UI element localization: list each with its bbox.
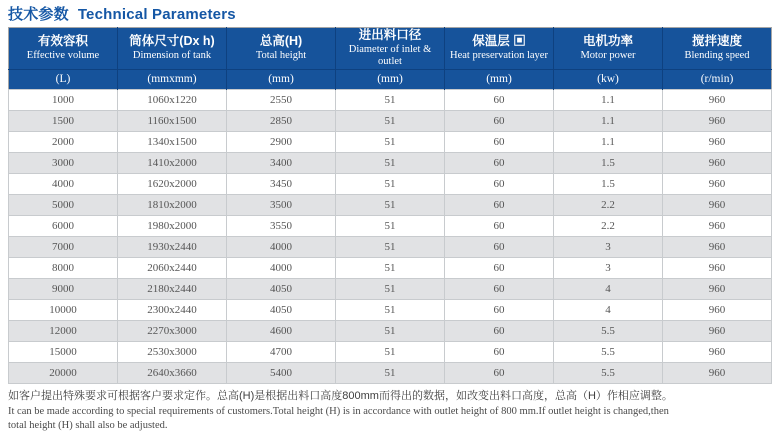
table-row	[9, 131, 772, 152]
column-header	[663, 28, 772, 70]
table-cell: 60	[445, 131, 554, 152]
table-row	[9, 194, 772, 215]
table-cell: 2.2	[554, 215, 663, 236]
column-header-en: Motor power	[580, 49, 636, 61]
table-cell: 1.1	[554, 89, 663, 110]
table-cell: 3550	[227, 215, 336, 236]
footnote-en-line2: total height (H) shall also be adjusted.	[8, 419, 168, 431]
column-header-en: Dimension of tank	[132, 49, 212, 61]
table-cell: 4600	[227, 320, 336, 341]
table-cell: 1340x1500	[118, 131, 227, 152]
table-cell: 2.2	[554, 194, 663, 215]
table-cell: 5.5	[554, 362, 663, 383]
column-header-zh: 搅拌速度	[691, 34, 742, 49]
column-unit: (mm)	[445, 69, 554, 89]
table-cell: 12000	[9, 320, 118, 341]
table-cell: 1160x1500	[118, 110, 227, 131]
table-cell: 51	[336, 131, 445, 152]
table-cell: 3000	[9, 152, 118, 173]
table-cell: 4	[554, 278, 663, 299]
column-header-en: Total height	[255, 49, 307, 61]
table-cell: 60	[445, 152, 554, 173]
table-cell: 4050	[227, 278, 336, 299]
table-cell: 960	[663, 341, 772, 362]
table-cell: 51	[336, 173, 445, 194]
table-cell: 3400	[227, 152, 336, 173]
table-body	[9, 89, 772, 383]
table-cell: 1.1	[554, 131, 663, 152]
header-unit-row	[9, 69, 772, 89]
column-header	[554, 28, 663, 70]
table-cell: 960	[663, 110, 772, 131]
table-cell: 2300x2440	[118, 299, 227, 320]
table-cell: 9000	[9, 278, 118, 299]
table-cell: 51	[336, 257, 445, 278]
table-cell: 6000	[9, 215, 118, 236]
column-header-en: Diameter of inlet & outlet	[348, 43, 432, 68]
table-header	[9, 28, 772, 90]
table-cell: 2180x2440	[118, 278, 227, 299]
column-header-en: Blending speed	[684, 49, 750, 61]
table-cell: 51	[336, 278, 445, 299]
table-row	[9, 341, 772, 362]
page-title	[0, 0, 780, 27]
table-cell: 4000	[227, 257, 336, 278]
table-cell: 1810x2000	[118, 194, 227, 215]
column-header	[445, 28, 554, 70]
table-cell: 60	[445, 215, 554, 236]
table-cell: 60	[445, 362, 554, 383]
table-cell: 10000	[9, 299, 118, 320]
technical-parameters-table	[8, 27, 772, 384]
table-cell: 4000	[227, 236, 336, 257]
table-cell: 60	[445, 341, 554, 362]
table-row	[9, 173, 772, 194]
table-cell: 3	[554, 236, 663, 257]
table-cell: 2850	[227, 110, 336, 131]
table-row	[9, 320, 772, 341]
table-cell: 1410x2000	[118, 152, 227, 173]
table-cell: 60	[445, 236, 554, 257]
table-cell: 60	[445, 257, 554, 278]
table-cell: 5000	[9, 194, 118, 215]
table-cell: 3450	[227, 173, 336, 194]
table-cell: 2550	[227, 89, 336, 110]
column-header-zh: 总高(H)	[259, 34, 303, 49]
table-cell: 51	[336, 320, 445, 341]
table-cell: 1980x2000	[118, 215, 227, 236]
column-unit: (kw)	[554, 69, 663, 89]
table-cell: 51	[336, 110, 445, 131]
table-cell: 51	[336, 299, 445, 320]
table-cell: 60	[445, 173, 554, 194]
footnotes	[8, 389, 772, 431]
table-cell: 4050	[227, 299, 336, 320]
table-cell: 960	[663, 236, 772, 257]
table-cell: 51	[336, 236, 445, 257]
table-cell: 51	[336, 341, 445, 362]
column-header	[227, 28, 336, 70]
footnote-zh: 如客户提出特殊要求可根据客户要求定作。总高(H)是根据出料口高度800mm而得出的数据，如改变出料口高度，总高（H）作相应调整。	[8, 389, 673, 402]
table-cell: 4700	[227, 341, 336, 362]
footnote-en-line1: It can be made according to special requirements of customers.Total height (H) is in accordance with outlet height of 800 mm.If outlet height is changed,then	[8, 405, 669, 417]
table-cell: 1930x2440	[118, 236, 227, 257]
column-header	[336, 28, 445, 70]
table-row	[9, 278, 772, 299]
table-cell: 960	[663, 131, 772, 152]
table-cell: 2270x3000	[118, 320, 227, 341]
table-cell: 7000	[9, 236, 118, 257]
table-cell: 60	[445, 89, 554, 110]
table-cell: 1060x1220	[118, 89, 227, 110]
table-cell: 1620x2000	[118, 173, 227, 194]
table-cell: 1.1	[554, 110, 663, 131]
table-cell: 15000	[9, 341, 118, 362]
table-cell: 20000	[9, 362, 118, 383]
table-cell: 1000	[9, 89, 118, 110]
table-cell: 1500	[9, 110, 118, 131]
table-cell: 1.5	[554, 173, 663, 194]
column-header-en: Effective volume	[26, 49, 100, 61]
table-cell: 4	[554, 299, 663, 320]
column-header-zh: 电机功率	[582, 34, 633, 49]
table-cell: 960	[663, 299, 772, 320]
table-row	[9, 89, 772, 110]
table-row	[9, 362, 772, 383]
column-header-zh: 筒体尺寸(Dx h)	[129, 34, 215, 49]
table-cell: 3	[554, 257, 663, 278]
table-cell: 51	[336, 152, 445, 173]
table-cell: 2530x3000	[118, 341, 227, 362]
table-cell: 8000	[9, 257, 118, 278]
table-cell: 51	[336, 215, 445, 236]
table-cell: 1.5	[554, 152, 663, 173]
table-cell: 960	[663, 257, 772, 278]
column-header	[118, 28, 227, 70]
page-title-zh: 技术参数	[8, 6, 69, 23]
table-cell: 60	[445, 110, 554, 131]
table-row	[9, 215, 772, 236]
table-row	[9, 152, 772, 173]
column-header-zh: 进出料口径	[358, 28, 422, 42]
table-cell: 60	[445, 320, 554, 341]
table-cell: 2640x3660	[118, 362, 227, 383]
column-unit: (mm)	[336, 69, 445, 89]
table-cell: 2000	[9, 131, 118, 152]
table-cell: 960	[663, 320, 772, 341]
table-row	[9, 257, 772, 278]
table-cell: 960	[663, 173, 772, 194]
column-header-zh: 有效容积	[37, 34, 88, 49]
table-cell: 960	[663, 194, 772, 215]
table-cell: 51	[336, 194, 445, 215]
column-header-en: Heat preservation layer	[450, 49, 548, 61]
table-cell: 5.5	[554, 341, 663, 362]
table-cell: 51	[336, 362, 445, 383]
table-row	[9, 299, 772, 320]
table-cell: 51	[336, 89, 445, 110]
table-cell: 2060x2440	[118, 257, 227, 278]
table-cell: 60	[445, 194, 554, 215]
table-cell: 60	[445, 278, 554, 299]
table-row	[9, 110, 772, 131]
table-cell: 5400	[227, 362, 336, 383]
page-title-en: Technical Parameters	[77, 6, 236, 23]
table-cell: 960	[663, 362, 772, 383]
header-label-row	[9, 28, 772, 70]
column-header	[9, 28, 118, 70]
table-row	[9, 236, 772, 257]
column-unit: (mmxmm)	[118, 69, 227, 89]
table-cell: 3500	[227, 194, 336, 215]
table-cell: 960	[663, 152, 772, 173]
table-cell: 960	[663, 215, 772, 236]
column-unit: (r/min)	[663, 69, 772, 89]
table-cell: 960	[663, 89, 772, 110]
table-cell: 960	[663, 278, 772, 299]
table-cell: 2900	[227, 131, 336, 152]
table-cell: 60	[445, 299, 554, 320]
table-cell: 4000	[9, 173, 118, 194]
column-unit: (mm)	[227, 69, 336, 89]
column-unit: (L)	[9, 69, 118, 89]
column-header-zh: 保温层 ▣	[472, 34, 526, 49]
table-cell: 5.5	[554, 320, 663, 341]
